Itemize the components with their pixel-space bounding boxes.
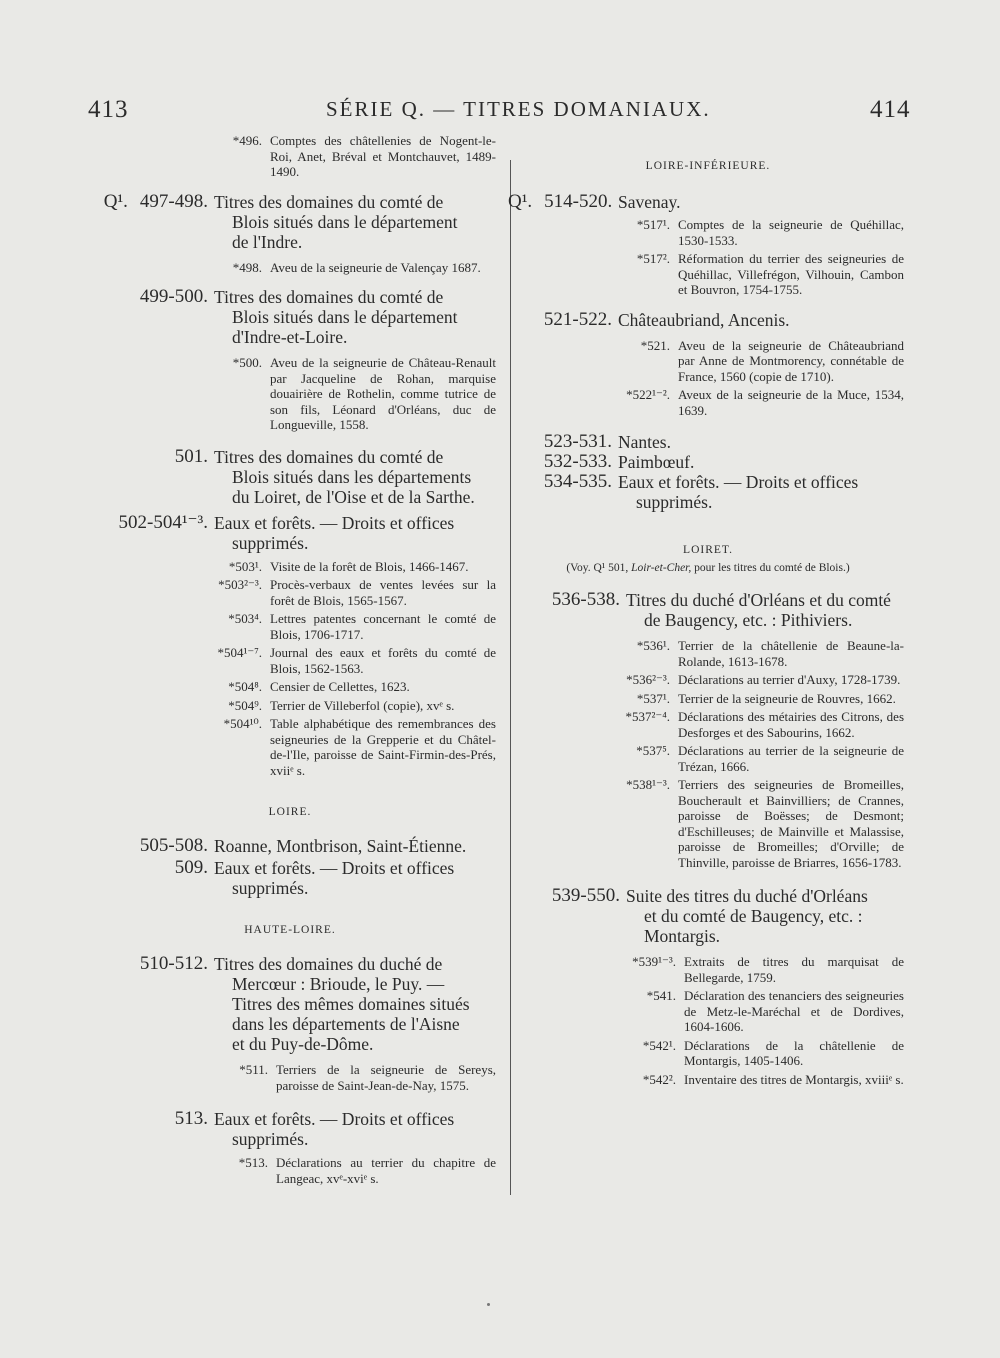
entry-title [618, 432, 908, 452]
entry-code: 502-504¹⁻³. [118, 511, 208, 533]
sub-code: *537⁵. [636, 743, 670, 758]
title-line: Titres des domaines du comté de [214, 446, 444, 467]
title-line: et du comté de Baugency, etc. : [644, 906, 863, 926]
sub-entry-537-1 [508, 691, 908, 707]
sub-code: *522¹⁻². [626, 387, 670, 402]
sub-code: *500. [232, 355, 262, 370]
sub-entry-503-4 [80, 611, 500, 642]
title-line: Eaux et forêts. — Droits et offices [214, 1109, 455, 1129]
entry-title [214, 447, 500, 507]
entry-521-522 [508, 310, 908, 330]
title-line: Titres des domaines du comté de [214, 191, 444, 212]
title-line: supprimés. [636, 492, 713, 512]
sub-entry-537-5 [508, 743, 908, 774]
sub-entry-517-1 [508, 217, 908, 248]
title-line: Mercœur : Brioude, le Puy. — [232, 974, 445, 994]
title-line: Montargis. [644, 926, 720, 946]
title-line: dans les départements de l'Aisne [232, 1014, 460, 1034]
sub-text: Terrier de Villeberfol (copie), xvᵉ s. [270, 697, 455, 713]
entry-505-508 [80, 836, 500, 856]
entry-code: 509. [174, 857, 208, 878]
sub-entry-537-2 [508, 709, 908, 740]
sub-entry-542-1 [508, 1038, 908, 1069]
entry-523-531 [508, 432, 908, 452]
sub-text: Inventaire des titres de Montargis, xviiiᵉ s. [684, 1071, 904, 1087]
title-line: Titres du duché d'Orléans et du comté [626, 590, 891, 610]
sub-entry-542-2 [508, 1072, 908, 1088]
sub-text: Déclarations au terrier d'Auxy, 1728-1739. [678, 672, 901, 687]
sub-entry-541 [508, 988, 908, 1035]
department-heading: LOIRET. [683, 544, 733, 556]
sub-entry-504-8 [80, 679, 500, 695]
sub-entry-536-1 [508, 638, 908, 669]
page-number-left: 413 [88, 96, 129, 123]
sub-entry-521 [508, 338, 908, 385]
title-line: Roanne, Montbrison, Saint-Étienne. [214, 836, 467, 856]
sub-text: Journal des eaux et forêts du comté de Blois, 1562-1563. [270, 645, 496, 676]
entry-title [618, 192, 908, 212]
sub-code: *504¹⁰. [223, 716, 262, 731]
sub-text: Terrier de la seigneurie de Rouvres, 1662. [678, 690, 896, 706]
entry-534-535 [508, 472, 908, 512]
sub-entry-498 [80, 260, 500, 276]
sub-code: *511. [239, 1062, 268, 1077]
note-text: (Voy. Q¹ 501, [566, 562, 632, 574]
title-line: supprimés. [232, 1129, 309, 1149]
sub-code: *539¹⁻³. [632, 954, 676, 969]
title-line: Blois situés dans le département [232, 307, 458, 327]
series-label: Q¹. [103, 190, 128, 212]
entry-title [214, 954, 500, 1054]
entry-code: 501. [174, 445, 208, 467]
sub-code: *517¹. [636, 217, 670, 232]
sub-entry-513 [80, 1155, 500, 1186]
entry-title [618, 310, 908, 330]
title-line: de Baugency, etc. : Pithiviers. [644, 610, 853, 630]
note-text: pour les titres du comté de Blois.) [691, 562, 850, 574]
sub-code: *537¹. [636, 690, 670, 706]
title-line: Châteaubriand, Ancenis. [618, 309, 790, 330]
entry-code: 534-535. [543, 471, 612, 492]
entry-536-538 [508, 590, 908, 630]
sub-text: Extraits de titres du marquisat de Bellegarde, 1759. [684, 954, 904, 985]
entry-code [508, 192, 618, 212]
sub-text: Déclaration des tenanciers des seigneuries de Metz-le-Maréchal et de Dordives, 1604-1606. [684, 988, 904, 1034]
sub-code: *538¹⁻³. [626, 777, 670, 792]
sub-entry-504-10 [80, 716, 500, 778]
sub-entry-539 [508, 954, 908, 985]
sub-code: *504¹⁻⁷. [217, 645, 262, 660]
sub-text: Censier de Cellettes, 1623. [270, 679, 410, 694]
page-speck [487, 1303, 490, 1306]
entry-code: 532-533. [543, 451, 612, 472]
sub-code: *542². [642, 1071, 676, 1087]
sub-code: *541. [646, 988, 676, 1003]
series-label: Q¹. [508, 191, 533, 212]
title-line: Titres des domaines du duché de [214, 954, 443, 974]
title-line: Savenay. [618, 192, 681, 212]
entry-497-498 [80, 192, 500, 252]
right-column [508, 130, 908, 1087]
sub-entry-517-2 [508, 251, 908, 298]
title-line: Eaux et forêts. — Droits et offices [214, 858, 455, 878]
sub-code: *521. [640, 337, 670, 353]
sub-text: Procès-verbaux de ventes levées sur la forêt de Blois, 1565-1567. [270, 577, 496, 608]
title-line: supprimés. [232, 532, 309, 553]
department-heading: LOIRE. [268, 806, 312, 818]
entry-title [214, 192, 500, 252]
sub-text: Table alphabétique des remembrances des seigneuries de la Grepperie et du Châtel-de-l'Ile, paroisse de Saint-Firmin-des-Prés, xviiᵉ s. [270, 716, 496, 778]
sub-entry-503-2 [80, 577, 500, 608]
entry-code: 505-508. [139, 835, 208, 856]
entry-code: 513. [174, 1108, 208, 1129]
sub-code: *503⁴. [228, 611, 262, 626]
note-italic: Loir-et-Cher, [631, 562, 692, 574]
title-line: Titres des mêmes domaines situés [232, 994, 470, 1014]
entry-513 [80, 1109, 500, 1149]
sub-text: Aveu de la seigneurie de Valençay 1687. [270, 259, 481, 275]
entry-code: 521-522. [543, 308, 612, 330]
sub-entry-538 [508, 777, 908, 870]
sub-code: *504⁸. [228, 679, 262, 694]
title-line: du Loiret, de l'Oise et de la Sarthe. [232, 486, 475, 507]
entry-title [214, 287, 500, 347]
entry-539-550 [508, 886, 908, 946]
sub-entry-496 [80, 133, 500, 180]
entry-title [214, 858, 500, 898]
sub-text: Lettres patentes concernant le comté de Blois, 1706-1717. [270, 611, 496, 642]
entry-501 [80, 447, 500, 507]
title-line: de l'Indre. [232, 231, 303, 252]
title-line: Blois situés dans le département [232, 211, 458, 232]
sub-text: Déclarations de la châtellenie de Montargis, 1405-1406. [684, 1037, 904, 1068]
entry-510-512 [80, 954, 500, 1054]
sub-code: *537²⁻⁴. [625, 709, 670, 724]
sub-code: *504⁹. [228, 697, 262, 713]
sub-text: Réformation du terrier des seigneuries de Quéhillac, Villefrégon, Vilhouin, Cambon et Bouvron, 1754-1755. [678, 251, 904, 297]
sub-text: Comptes des châtellenies de Nogent-le-Roi, Anet, Bréval et Montchauvet, 1489-1490. [270, 133, 496, 179]
entry-number: 497-498. [139, 190, 208, 212]
entry-title [626, 590, 908, 630]
entry-532-533 [508, 452, 908, 472]
sub-text: Déclarations au terrier du chapitre de Langeac, xvᵉ-xviᵉ s. [276, 1155, 496, 1186]
sub-code: *503¹. [228, 558, 262, 574]
sub-text: Déclarations des métairies des Citrons, des Desforges et des Sabourins, 1662. [678, 709, 904, 740]
title-line: Blois situés dans les départements [232, 466, 472, 487]
entry-code: 536-538. [551, 589, 620, 610]
entry-code [80, 192, 214, 252]
sub-entry-536-2 [508, 672, 908, 688]
title-line: supprimés. [232, 878, 309, 898]
department-heading: LOIRE-INFÉRIEURE. [645, 160, 771, 172]
sub-entry-504-9 [80, 698, 500, 714]
sub-text: Comptes de la seigneurie de Quéhillac, 1530-1533. [678, 217, 904, 248]
entry-title [618, 472, 908, 512]
entry-number: 514-520. [544, 191, 613, 212]
sub-entry-511 [80, 1062, 500, 1093]
running-title: SÉRIE Q. — TITRES DOMANIAUX. [326, 97, 711, 121]
entry-code: 523-531. [543, 431, 612, 452]
sub-code: *536¹. [636, 638, 670, 653]
sub-text: Visite de la forêt de Blois, 1466-1467. [270, 558, 469, 574]
sub-text: Déclarations au terrier de la seigneurie de Trézan, 1666. [678, 743, 904, 774]
sub-text: Terriers des seigneuries de Bromeilles, Boucherault et Bainvilliers; de Crannes, paroisse de Boësses; de Desmont; d'Eschilleuses; de Mainville et Malassise, paroisse de Bromeilles; d'Orville; de Thinville, paroisse de Briarres, 1656-1783. [678, 777, 904, 870]
sub-entry-500 [80, 355, 500, 433]
entry-502-504 [80, 513, 500, 553]
entry-code: 539-550. [551, 885, 620, 906]
title-line: Suite des titres du duché d'Orléans [626, 886, 868, 906]
title-line: et du Puy-de-Dôme. [232, 1034, 374, 1054]
sub-text: Aveux de la seigneurie de la Muce, 1534, 1639. [678, 387, 904, 418]
title-line: Eaux et forêts. — Droits et offices [618, 472, 859, 492]
sub-code: *498. [232, 259, 262, 275]
entry-title [214, 836, 500, 856]
sub-code: *542¹. [642, 1037, 676, 1053]
sub-code: *536²⁻³. [626, 672, 670, 687]
title-line: Titres des domaines du comté de [214, 287, 444, 307]
cross-reference-note [508, 562, 908, 574]
entry-499-500 [80, 287, 500, 347]
sub-code: *513. [238, 1155, 268, 1170]
sub-code: *496. [232, 133, 262, 148]
title-line: Paimbœuf. [618, 452, 695, 472]
sub-text: Terriers de la seigneurie de Sereys, paroisse de Saint-Jean-de-Nay, 1575. [276, 1062, 496, 1093]
sub-entry-504-1 [80, 645, 500, 676]
sub-text: Aveu de la seigneurie de Châteaubriand par Anne de Montmorency, connétable de France, 1560 (copie de 1710). [678, 337, 904, 384]
sub-code: *503²⁻³. [218, 577, 262, 592]
title-line: Eaux et forêts. — Droits et offices [214, 512, 455, 533]
entry-code: 499-500. [139, 286, 208, 307]
department-heading: HAUTE-LOIRE. [244, 924, 336, 936]
title-line: Nantes. [618, 432, 671, 452]
page-number-right: 414 [870, 96, 911, 123]
entry-title [618, 452, 908, 472]
entry-code: 510-512. [139, 953, 208, 974]
sub-entry-522 [508, 387, 908, 418]
entry-514-520 [508, 192, 908, 212]
sub-text: Terrier de la châtellenie de Beaune-la-Rolande, 1613-1678. [678, 638, 904, 669]
left-column [80, 130, 500, 1186]
entry-title [626, 886, 908, 946]
sub-code: *517². [636, 251, 670, 266]
entry-509 [80, 858, 500, 898]
title-line: d'Indre-et-Loire. [232, 327, 348, 347]
entry-title [214, 1109, 500, 1149]
sub-entry-503-1 [80, 559, 500, 575]
sub-text: Aveu de la seigneurie de Château-Renault par Jacqueline de Rohan, marquise douairière de Rothelin, comme tutrice de son fils, Léonard d'Orléans, duc de Longueville, 1558. [270, 355, 496, 432]
entry-title [214, 513, 500, 553]
